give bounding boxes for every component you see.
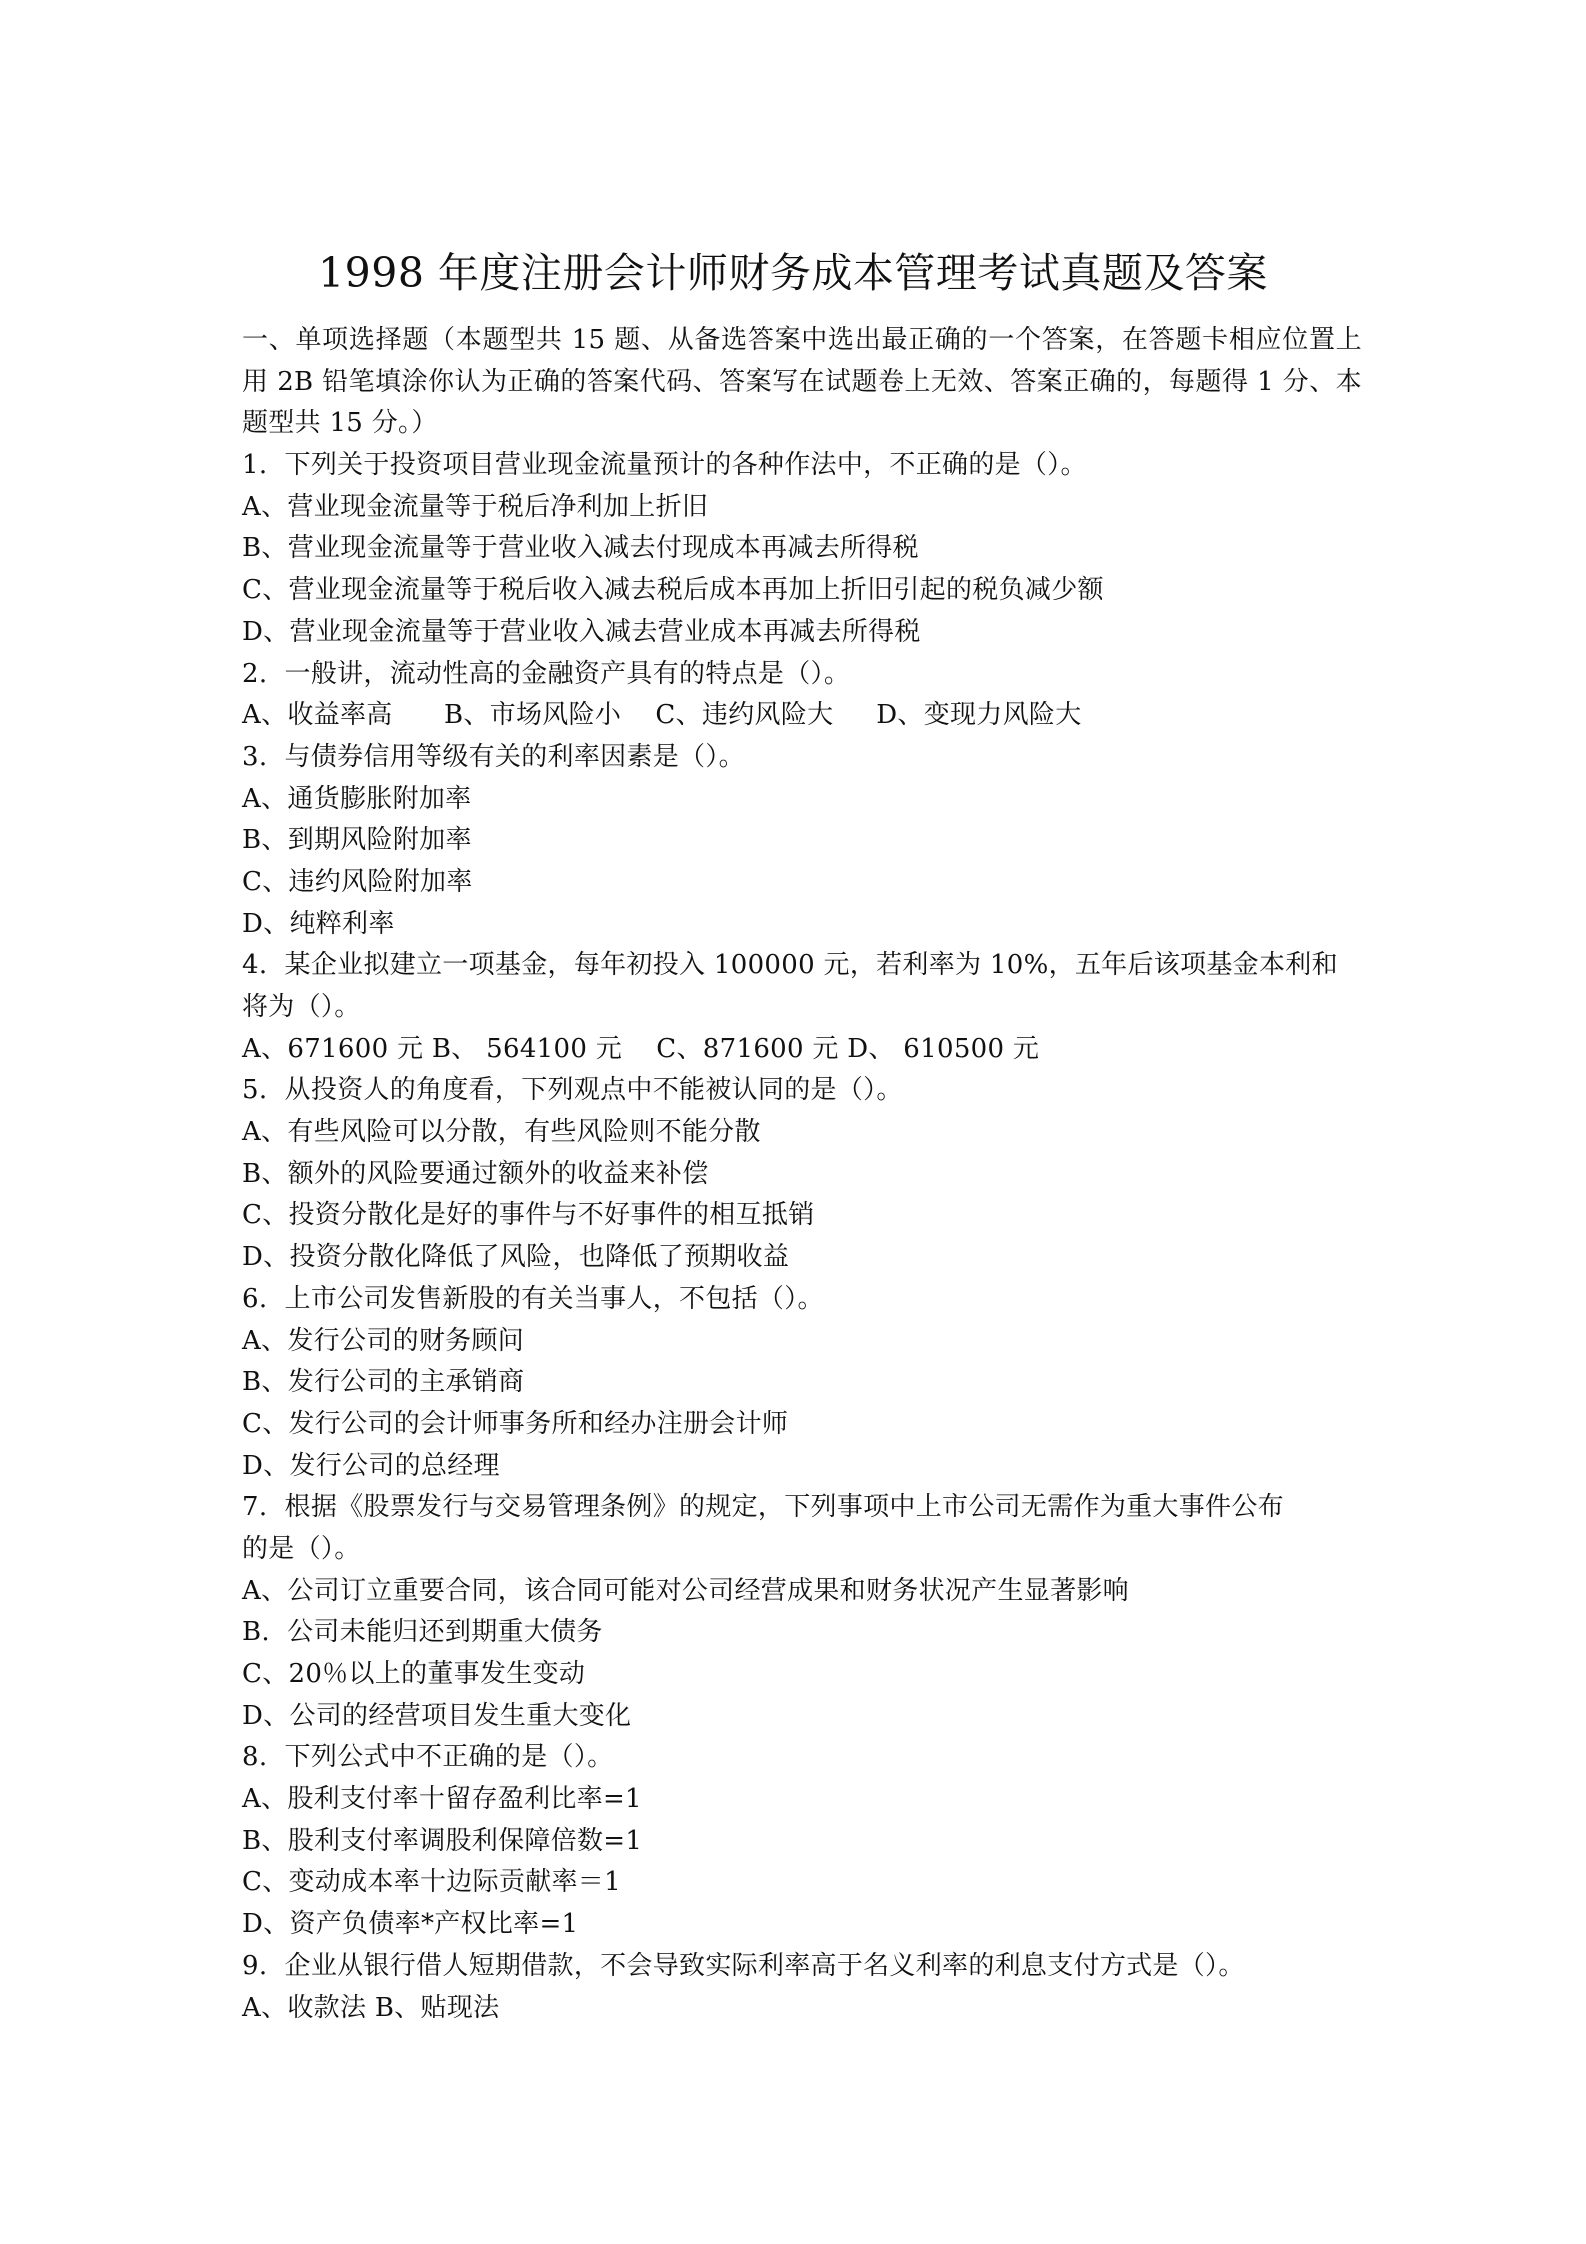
document-line: B、营业现金流量等于营业收入减去付现成本再减去所得税 bbox=[242, 533, 919, 564]
document-title: 1998 年度注册会计师财务成本管理考试真题及答案 bbox=[318, 249, 1268, 297]
document-line: A、发行公司的财务顾问 bbox=[242, 1325, 525, 1356]
document-line: C、发行公司的会计师事务所和经办注册会计师 bbox=[242, 1408, 789, 1439]
document-line: A、收款法 B、贴现法 bbox=[242, 1992, 500, 2023]
document-line: 5. 从投资人的角度看，下列观点中不能被认同的是（）。 bbox=[242, 1075, 903, 1106]
document-line: 将为（）。 bbox=[242, 992, 361, 1023]
document-line: 的是（）。 bbox=[242, 1533, 361, 1564]
document-line: D、公司的经营项目发生重大变化 bbox=[242, 1700, 632, 1731]
document-line: C、违约风险附加率 bbox=[242, 866, 473, 897]
document-line: 6. 上市公司发售新股的有关当事人，不包括（）。 bbox=[242, 1283, 824, 1314]
document-line: D、纯粹利率 bbox=[242, 908, 395, 939]
document-line: 7. 根据《股票发行与交易管理条例》的规定，下列事项中上市公司无需作为重大事件公布 bbox=[242, 1492, 1284, 1523]
document-line: B、到期风险附加率 bbox=[242, 825, 472, 856]
document-line: B. 公司未能归还到期重大债务 bbox=[242, 1617, 603, 1648]
document-line: 4. 某企业拟建立一项基金，每年初投入 100000 元，若利率为 10%，五年后该项基金本利和 bbox=[242, 950, 1338, 981]
document-line: D、资产负债率*产权比率=1 bbox=[242, 1909, 579, 1940]
document-line: A、通货膨胀附加率 bbox=[242, 783, 472, 814]
section-header: 一、单项选择题（本题型共 15 题、从备选答案中选出最正确的一个答案，在答题卡相应位置上用 2B 铅笔填涂你认为正确的答案代码、答案写在试题卷上无效、答案正确的，每题得 1 分、本题型共 15 分。） bbox=[242, 325, 1362, 439]
document-line: 9. 企业从银行借人短期借款，不会导致实际利率高于名义利率的利息支付方式是（）。 bbox=[242, 1950, 1245, 1981]
document-line: A、有些风险可以分散，有些风险则不能分散 bbox=[242, 1117, 761, 1148]
document-line: 3. 与债券信用等级有关的利率因素是（）。 bbox=[242, 741, 745, 772]
document-line: D、发行公司的总经理 bbox=[242, 1450, 500, 1481]
document-line: D、投资分散化降低了风险，也降低了预期收益 bbox=[242, 1242, 790, 1273]
document-line: 8. 下列公式中不正确的是（）。 bbox=[242, 1742, 614, 1773]
document-line: 2. 一般讲，流动性高的金融资产具有的特点是（）。 bbox=[242, 658, 851, 689]
document-line: B、股利支付率调股利保障倍数=1 bbox=[242, 1825, 643, 1856]
document-line: A、收益率高 B、市场风险小 C、违约风险大 D、变现力风险大 bbox=[242, 700, 1082, 731]
document-line: A、671600 元 B、 564100 元 C、871600 元 D、 610500 元 bbox=[242, 1033, 1040, 1064]
document-line: A、公司订立重要合同，该合同可能对公司经营成果和财务状况产生显著影响 bbox=[242, 1575, 1129, 1606]
document-line: C、变动成本率十边际贡献率＝1 bbox=[242, 1867, 621, 1898]
document-line: C、投资分散化是好的事件与不好事件的相互抵销 bbox=[242, 1200, 815, 1231]
document-line: C、营业现金流量等于税后收入减去税后成本再加上折旧引起的税负减少额 bbox=[242, 575, 1104, 606]
document-line: A、股利支付率十留存盈利比率=1 bbox=[242, 1784, 642, 1815]
document-body bbox=[242, 320, 1362, 2029]
document-line: B、发行公司的主承销商 bbox=[242, 1367, 525, 1398]
document-line: A、营业现金流量等于税后净利加上折旧 bbox=[242, 491, 709, 522]
document-line: C、20％以上的董事发生变动 bbox=[242, 1659, 586, 1690]
document-line: D、营业现金流量等于营业收入减去营业成本再减去所得税 bbox=[242, 616, 921, 647]
document-line: 1. 下列关于投资项目营业现金流量预计的各种作法中，不正确的是（）。 bbox=[242, 450, 1087, 481]
document-line: B、额外的风险要通过额外的收益来补偿 bbox=[242, 1158, 709, 1189]
